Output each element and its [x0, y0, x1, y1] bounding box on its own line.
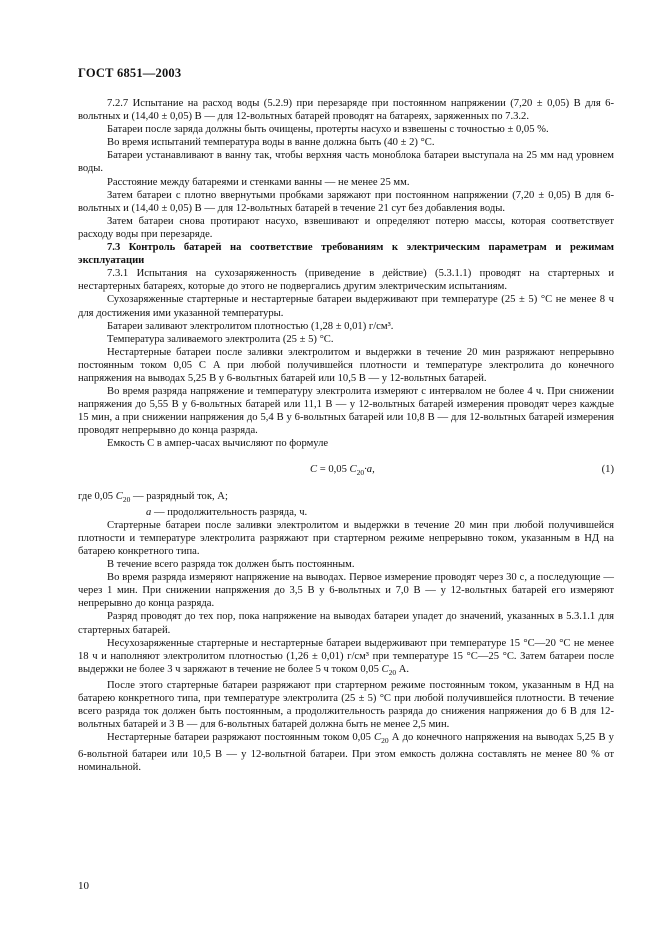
paragraph: Нестартерные батареи после заливки электролитом и выдержки в течение 20 мин разряжают непрерывно постоянным током 0,05 С А при любой получившейся плотности и температуре электролита до конечного напряжения на выводах 5,25 В у 6-вольтных батарей или 10,5 В — у 12-вольтных батарей.: [78, 346, 614, 384]
paragraph: Батареи после заряда должны быть очищены, протерты насухо и взвешены с точностью ± 0,05 %.: [107, 124, 549, 136]
paragraph: В течение всего разряда ток должен быть постоянным.: [107, 559, 355, 571]
section-heading: 7.3 Контроль батарей на соответствие требованиям к электрическим параметрам и режимам эксплуатации: [78, 242, 614, 267]
paragraph: Расстояние между батареями и стенками ванны — не менее 25 мм.: [107, 176, 410, 188]
legend-line: a — продолжительность разряда, ч.: [146, 506, 308, 518]
paragraph: Нестартерные батареи разряжают постоянным током 0,05 $С_{20}$ А до конечного напряжения на выводах 5,25 В у 6-вольтной батареи или 10,5 В — у 12-вольтной батареи. При этом емкость должна составлять не менее 80 % от номинальной.: [78, 732, 614, 773]
formula-number: (1): [601, 463, 614, 475]
legend-line: где 0,05 $С_{20}$ — разрядный ток, А;: [78, 490, 228, 504]
paragraph: Температура заливаемого электролита (25 ± 5) °С.: [107, 333, 334, 345]
paragraph: Стартерные батареи после заливки электролитом и выдержки в течение 20 мин при любой получившейся плотности и температуре электролита разряжают при стартерном режиме непрерывно током, указанным в НД на батарею конкретного типа.: [78, 519, 614, 558]
paragraph: После этого стартерные батареи разряжают при стартерном режиме постоянным током, указанным в НД на батарею конкретного типа, при температуре электролита (25 ± 5) °С при любой получившейся плотности. В течение всего разряда ток должен быть постоянным, а продолжительность разряда до снижения напряжения до 6 В для 12-вольтных батарей и 3 В — для 6-вольтных батарей должна быть не менее 2,5 мин.: [78, 680, 614, 731]
formula-1: [78, 457, 614, 485]
document-body: [78, 97, 614, 774]
paragraph: 7.2.7 Испытание на расход воды (5.2.9) при перезаряде при постоянном напряжении (7,20 ± 0,05) В для 6-вольтных и (14,40 ± 0,05) В — для 12-вольтных батарей проводят на батареях, заряженных по 7.3.2.: [78, 98, 614, 123]
paragraph: Батареи устанавливают в ванну так, чтобы верхняя часть моноблока батареи выступала на 25 мм над уровнем воды.: [78, 150, 614, 175]
paragraph: Несухозаряженные стартерные и нестартерные батареи выдерживают при температуре 15 °С—20 °С не менее 18 ч и наполняют электролитом плотностью (1,26 ± 0,01) г/см³ при температуре 15 °С—25 °С. Затем батареи после выдержки не более 3 ч заряжают в течение не более 5 ч током 0,05 $С_{20}$ А.: [78, 637, 614, 677]
formula-expression: С = 0,05 $С_{20}\cdot a$,: [310, 463, 375, 477]
document-header: ГОСТ 6851—2003: [78, 66, 182, 80]
paragraph: Во время разряда напряжение и температуру электролита измеряют с интервалом не более 4 ч. При снижении напряжения до 5,55 В у 6-вольтных батарей или 11,1 В — у 12-вольтных батарей измерения проводят через каждые 15 мин, а при снижении напряжения до 5,4 В у 6-вольтных батарей или 10,8 В — для 12-вольтных батарей измерения проводят непрерывно до конца разряда.: [78, 386, 614, 437]
paragraph: Сухозаряженные стартерные и нестартерные батареи выдерживают при температуре (25 ± 5) °С не менее 8 ч для достижения ими указанной температуры.: [78, 294, 614, 319]
paragraph: Во время разряда измеряют напряжение на выводах. Первое измерение проводят через 30 с, а последующие — через 1 мин. При снижении напряжения до 3,5 В у 6-вольтных и 7,0 В — у 12-вольтных батарей его измеряют непрерывно до конца разряда.: [78, 572, 614, 610]
paragraph: Затем батареи с плотно ввернутыми пробками заряжают при постоянном напряжении (7,20 ± 0,05) В для 6-вольтных и (14,40 ± 0,05) В — для 12-вольтных батарей в течение 21 сут без добавления воды.: [78, 189, 614, 214]
paragraph: Разряд проводят до тех пор, пока напряжение на выводах батареи упадет до значений, указанных в 5.3.1.1 для стартерных батарей.: [78, 611, 614, 636]
paragraph: 7.3.1 Испытания на сухозаряженность (приведение в действие) (5.3.1.1) проводят на стартерных и нестартерных батареях, которые до этого не подвергались другим электрическим испытаниям.: [78, 268, 614, 293]
page-number: 10: [78, 880, 89, 892]
paragraph: Емкость С в ампер-часах вычисляют по формуле: [107, 438, 329, 450]
formula-legend: [78, 490, 614, 519]
paragraph: Во время испытаний температура воды в ванне должна быть (40 ± 2) °С.: [107, 137, 435, 149]
paragraph: Затем батареи снова протирают насухо, взвешивают и определяют потерю массы, которая соответствует расходу воды при перезаряде.: [78, 215, 614, 240]
paragraph: Батареи заливают электролитом плотностью (1,28 ± 0,01) г/см³.: [107, 320, 394, 332]
